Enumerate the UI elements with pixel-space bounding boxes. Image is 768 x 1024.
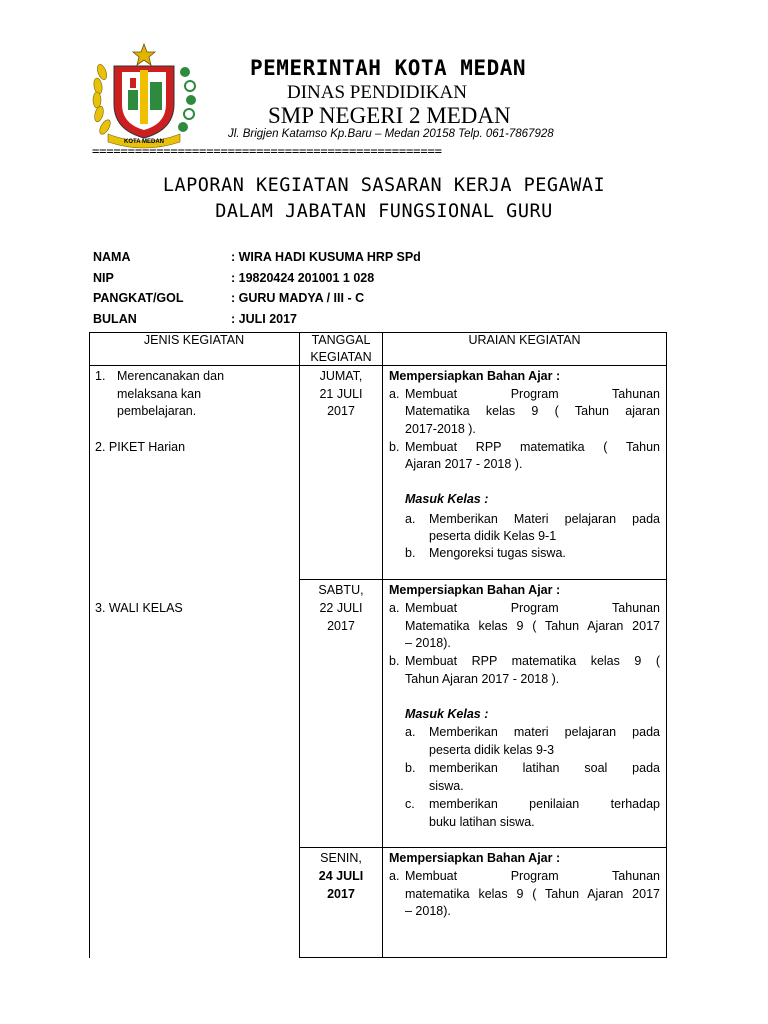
row-1-masuk-a-line-1: Memberikan Materi pelajaran pada	[429, 512, 660, 526]
jenis-item-2: 2. PIKET Harian	[95, 440, 186, 454]
row-2-masuk-a-line-2: peserta didik kelas 9-3	[429, 743, 555, 757]
header-uraian-kegiatan: URAIAN KEGIATAN	[468, 333, 581, 347]
government-name: PEMERINTAH KOTA MEDAN	[250, 56, 527, 80]
row-2-masuk-title: Masuk Kelas :	[405, 707, 489, 721]
row-2-prep-a-line-3: – 2018).	[405, 636, 451, 650]
header-tanggal: TANGGAL	[311, 333, 371, 347]
row-2-masuk-c-line-2: buku latihan siswa.	[429, 815, 535, 829]
nama-value: : WIRA HADI KUSUMA HRP SPd	[231, 250, 421, 264]
nip-label: NIP	[93, 271, 114, 285]
row-divider-1	[299, 579, 667, 580]
row-1-prep-title: Mempersiapkan Bahan Ajar :	[389, 369, 561, 383]
row-2-date-year: 2017	[327, 619, 355, 633]
row-2-prep-b-line-1: Membuat RPP matematika kelas 9 (	[405, 654, 660, 668]
bulan-value: : JULI 2017	[231, 312, 298, 326]
row-1-masuk-title: Masuk Kelas :	[405, 492, 489, 506]
header-jenis-kegiatan: JENIS KEGIATAN	[143, 333, 245, 347]
row-divider-2	[299, 847, 667, 848]
row-2-masuk-a-marker: a.	[405, 725, 416, 739]
jenis-item-1-line-2: melaksana kan	[117, 387, 202, 401]
row-2-masuk-b-marker: b.	[405, 761, 416, 775]
row-3-date-year: 2017	[327, 887, 355, 901]
row-2-prep-b-line-2: Tahun Ajaran 2017 - 2018 ).	[405, 672, 560, 686]
row-1-prep-b-line-2: Ajaran 2017 - 2018 ).	[405, 457, 523, 471]
row-1-prep-a-line-3: 2017-2018 ).	[405, 422, 476, 436]
jenis-item-3: 3. WALI KELAS	[95, 601, 183, 615]
department-name: DINAS PENDIDIKAN	[287, 82, 467, 103]
row-2-prep-a-line-1: Membuat Program Tahunan	[405, 601, 660, 615]
row-2-prep-a-marker: a.	[389, 601, 400, 615]
row-1-prep-b-marker: b.	[389, 440, 400, 454]
jenis-item-1-number: 1.	[95, 369, 106, 383]
school-address: Jl. Brigjen Katamso Kp.Baru – Medan 20158 Telp. 061-7867928	[228, 128, 554, 140]
row-1-prep-a-marker: a.	[389, 387, 400, 401]
row-1-masuk-a-marker: a.	[405, 512, 416, 526]
cotton-wreath-right-icon	[178, 67, 196, 132]
column-divider-2	[382, 332, 383, 958]
table-border-left	[89, 332, 90, 958]
row-1-masuk-b-line-1: Mengoreksi tugas siswa.	[429, 546, 566, 560]
row-2-masuk-c-marker: c.	[405, 797, 415, 811]
row-2-masuk-b-line-1: memberikan latihan soal pada	[429, 761, 660, 775]
row-3-prep-a-line-2: matematika kelas 9 ( Tahun Ajaran 2017	[405, 887, 660, 901]
logo-label: KOTA MEDAN	[124, 139, 164, 145]
row-3-prep-title: Mempersiapkan Bahan Ajar :	[389, 851, 561, 865]
row-2-prep-title: Mempersiapkan Bahan Ajar :	[389, 583, 561, 597]
row-1-prep-a-line-1: Membuat Program Tahunan	[405, 387, 660, 401]
row-1-masuk-b-marker: b.	[405, 546, 416, 560]
header-kegiatan: KEGIATAN	[310, 350, 372, 364]
row-1-date-day: JUMAT,	[319, 369, 363, 383]
row-2-date-month: 22 JULI	[319, 601, 363, 615]
school-name: SMP NEGERI 2 MEDAN	[268, 103, 511, 128]
row-1-prep-b-line-1: Membuat RPP matematika ( Tahun	[405, 440, 660, 454]
row-1-masuk-a-line-2: peserta didik Kelas 9-1	[429, 529, 557, 543]
jenis-item-1-line-3: pembelajaran.	[117, 404, 197, 418]
row-1-prep-a-line-2: Matematika kelas 9 ( Tahun ajaran	[405, 404, 660, 418]
row-2-masuk-c-line-1: memberikan penilaian terhadap	[429, 797, 660, 811]
row-3-prep-a-marker: a.	[389, 869, 400, 883]
row-2-prep-a-line-2: Matematika kelas 9 ( Tahun Ajaran 2017	[405, 619, 660, 633]
kota-medan-logo	[88, 42, 200, 152]
row-3-prep-a-line-3: – 2018).	[405, 904, 451, 918]
shield-icon	[114, 66, 174, 138]
row-2-prep-b-marker: b.	[389, 654, 400, 668]
row-2-masuk-b-line-2: siswa.	[429, 779, 464, 793]
pangkat-label: PANGKAT/GOL	[93, 291, 184, 305]
report-title-line-1: LAPORAN KEGIATAN SASARAN KERJA PEGAWAI	[162, 175, 606, 196]
nip-value: : 19820424 201001 1 028	[231, 271, 375, 285]
star-icon	[133, 44, 155, 65]
nama-label: NAMA	[93, 250, 131, 264]
rice-wreath-left-icon	[93, 63, 113, 136]
report-title-line-2: DALAM JABATAN FUNGSIONAL GURU	[215, 201, 553, 222]
table-border-bottom	[299, 957, 667, 958]
pangkat-value: : GURU MADYA / III - C	[231, 291, 365, 305]
row-1-date-month: 21 JULI	[319, 387, 363, 401]
activity-table	[89, 332, 667, 958]
header-divider: =================================================	[92, 144, 442, 158]
jenis-item-1-line-1: Merencanakan dan	[117, 369, 225, 383]
row-3-prep-a-line-1: Membuat Program Tahunan	[405, 869, 660, 883]
row-3-date-day: SENIN,	[320, 851, 362, 865]
row-2-date-day: SABTU,	[318, 583, 364, 597]
row-1-date-year: 2017	[327, 404, 355, 418]
row-3-date-month: 24 JULI	[318, 869, 364, 883]
row-2-masuk-a-line-1: Memberikan materi pelajaran pada	[429, 725, 660, 739]
bulan-label: BULAN	[93, 312, 137, 326]
table-border-right	[666, 332, 667, 958]
